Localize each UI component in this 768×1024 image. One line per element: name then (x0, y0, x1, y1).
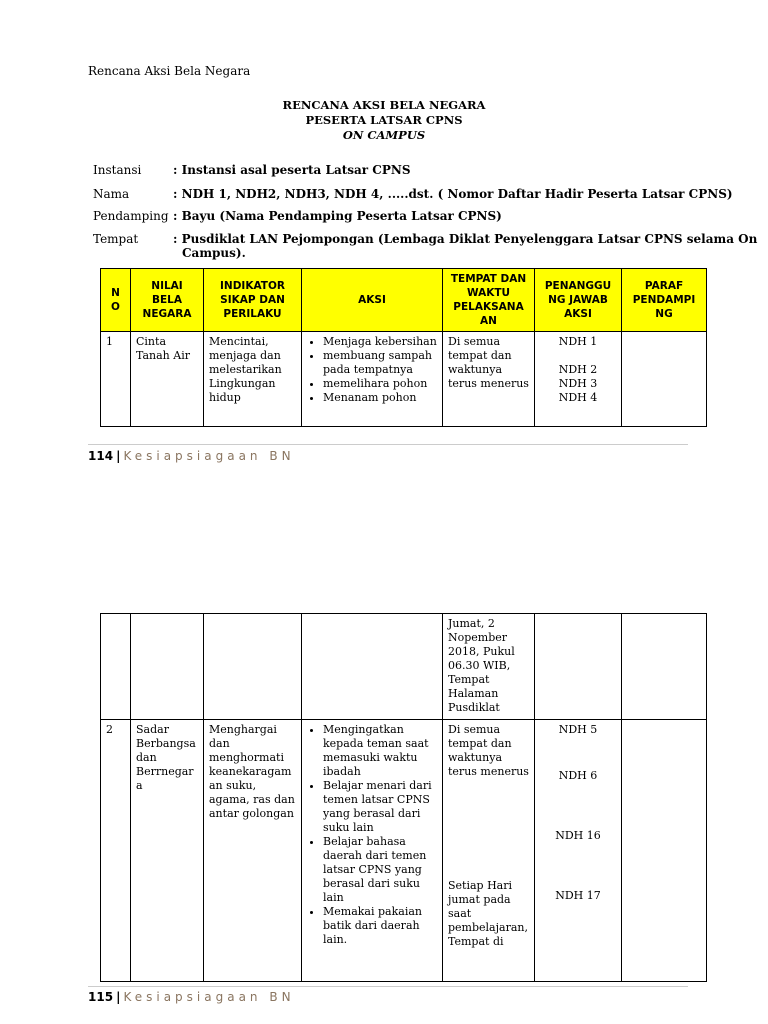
footer-separator: | (116, 449, 121, 463)
header-nilai: NILAI BELA NEGARA (131, 269, 204, 332)
list-item: • membuang sampah pada tempatnya (323, 349, 437, 377)
ndh-label: NDH 1 (558, 335, 598, 348)
tempat-value-line2: Campus). (182, 246, 246, 260)
list-item: • memelihara pohon (323, 377, 437, 391)
footer-divider (88, 444, 688, 445)
row1-aksi (302, 332, 443, 427)
tempat-label: Tempat (93, 232, 139, 246)
header-penanggung: PENANGGU NG JAWAB AKSI (535, 269, 622, 332)
ndh-spacer (540, 843, 616, 889)
header-aksi: AKSI (302, 269, 443, 332)
row2-indikator: Menghargai dan menghormati keanekaragam an suku, agama, ras dan antar golongan (204, 720, 302, 982)
ndh-spacer (540, 737, 616, 769)
row1-nilai: Cinta Tanah Air (131, 332, 204, 427)
pendamping-value: : Bayu (Nama Pendamping Peserta Latsar CPNS) (173, 209, 502, 223)
nama-label: Nama (93, 187, 130, 201)
footer-label: Kesiapsiagaan BN (123, 449, 295, 463)
list-item: • Mengingatkan kepada teman saat memasuki waktu ibadah (323, 723, 437, 779)
page-footer-115 (88, 990, 295, 1004)
doc-title-line2: PESERTA LATSAR CPNS (305, 113, 463, 127)
ndh-label: NDH 6 (558, 769, 598, 782)
header-no: N O (101, 269, 131, 332)
header-tempat: TEMPAT DAN WAKTU PELAKSANA AN (443, 269, 535, 332)
cont-nilai (131, 614, 204, 720)
action-table-page1 (100, 268, 707, 427)
action-table-page2 (100, 613, 707, 982)
footer-label: Kesiapsiagaan BN (123, 990, 295, 1004)
page-footer-114 (88, 449, 295, 463)
list-item: • Menanam pohon (323, 391, 437, 405)
row2-paraf (622, 720, 707, 982)
tempat-value-line1: : Pusdiklat LAN Pejompongan (Lembaga Diklat Penyelenggara Latsar CPNS selama On (173, 232, 758, 246)
ndh-label: NDH 2 (558, 363, 598, 376)
table-row (101, 614, 707, 720)
list-item: • Belajar menari dari temen latsar CPNS yang berasal dari suku lain (323, 779, 437, 835)
list-item: • Menjaga kebersihan (323, 335, 437, 349)
table-row (101, 720, 707, 982)
row1-penanggung (535, 332, 622, 427)
table-header-row (101, 269, 707, 332)
cont-tempat: Jumat, 2 Nopember 2018, Pukul 06.30 WIB, Tempat Halaman Pusdiklat (443, 614, 535, 720)
ndh-label: NDH 5 (558, 723, 598, 736)
row2-tempat-b: Setiap Hari jumat pada saat pembelajaran, Tempat di (448, 879, 528, 948)
row2-tempat-a: Di semua tempat dan waktunya terus menerus (448, 723, 529, 778)
cont-no (101, 614, 131, 720)
ndh-label: NDH 4 (558, 391, 598, 404)
row2-penanggung (535, 720, 622, 982)
nama-value: : NDH 1, NDH2, NDH3, NDH 4, .....dst. ( Nomor Daftar Hadir Peserta Latsar CPNS) (173, 187, 733, 201)
header-paraf: PARAF PENDAMPI NG (622, 269, 707, 332)
instansi-label: Instansi (93, 163, 142, 177)
cont-penanggung (535, 614, 622, 720)
page-number: 115 (88, 990, 114, 1004)
footer-divider (88, 986, 688, 987)
row1-indikator: Mencintai, menjaga dan melestarikan Lingkungan hidup (204, 332, 302, 427)
row2-tempat-spacer (448, 779, 529, 879)
table-row (101, 332, 707, 427)
doc-title-line3: ON CAMPUS (342, 128, 426, 142)
ndh-label: NDH 17 (555, 889, 601, 902)
row2-nilai: Sadar Berbangsa dan Berrnegar a (131, 720, 204, 982)
running-header: Rencana Aksi Bela Negara (88, 64, 251, 78)
ndh-spacer (540, 783, 616, 829)
ndh-label: NDH 16 (555, 829, 601, 842)
tempat-value (173, 232, 768, 260)
row1-paraf (622, 332, 707, 427)
page-number: 114 (88, 449, 114, 463)
list-item: • Memakai pakaian batik dari daerah lain. (323, 905, 437, 947)
row1-tempat: Di semua tempat dan waktunya terus menerus (443, 332, 535, 427)
doc-title-line1: RENCANA AKSI BELA NEGARA (282, 98, 486, 112)
footer-separator: | (116, 990, 121, 1004)
ndh-spacer (540, 349, 616, 363)
pendamping-label: Pendamping (93, 209, 169, 223)
row2-no: 2 (101, 720, 131, 982)
ndh-label: NDH 3 (558, 377, 598, 390)
cont-indikator (204, 614, 302, 720)
row2-aksi (302, 720, 443, 982)
row1-no: 1 (101, 332, 131, 427)
instansi-value: : Instansi asal peserta Latsar CPNS (173, 163, 411, 177)
header-indikator: INDIKATOR SIKAP DAN PERILAKU (204, 269, 302, 332)
cont-aksi (302, 614, 443, 720)
cont-paraf (622, 614, 707, 720)
row2-tempat (443, 720, 535, 982)
list-item: • Belajar bahasa daerah dari temen latsar CPNS yang berasal dari suku lain (323, 835, 437, 905)
